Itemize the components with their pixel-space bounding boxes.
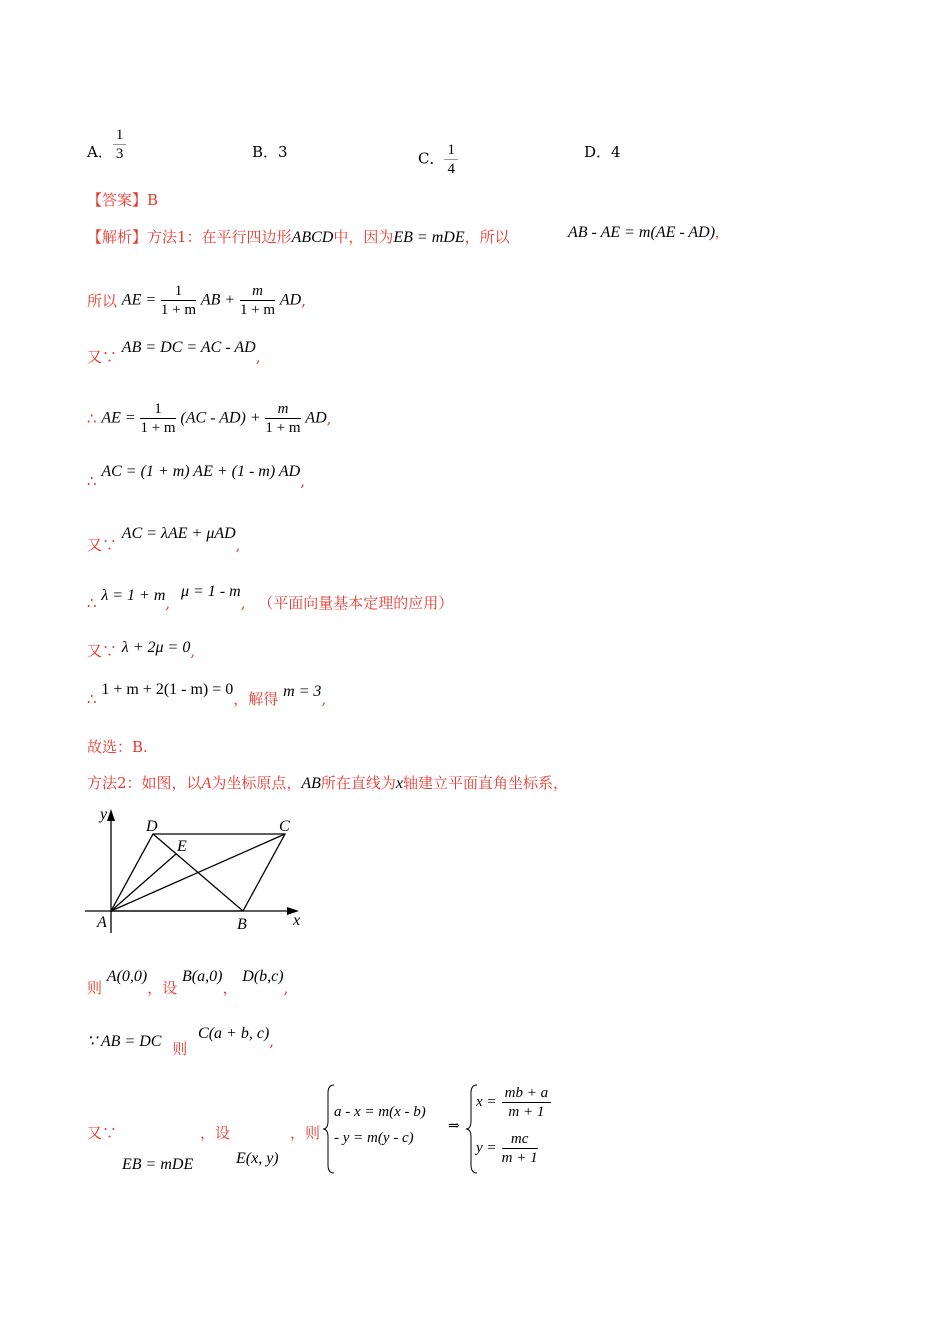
coord-e: E(x, y) bbox=[236, 1150, 279, 1167]
label-y: y bbox=[100, 806, 108, 823]
parallelogram-figure bbox=[85, 803, 315, 938]
solution-y: y = $\frac{mc}{m + 1}$ bbox=[476, 1131, 538, 1166]
solution-line-1: 【解析】方法1：在平行四边形ABCD中，因为EB = mDE，所以 bbox=[87, 228, 510, 246]
fraction: $\frac{1}{3}$ bbox=[113, 126, 127, 163]
method-2: 方法2：如图，以A为坐标原点，AB所在直线为x轴建立平面直角坐标系， bbox=[87, 774, 569, 792]
solution-line-3: 又∵ AB = DC = AC - AD, bbox=[87, 339, 261, 366]
solution-line-9: ∴ 1 + m + 2(1 - m) = 0，解得 m = 3, bbox=[87, 681, 327, 708]
system-line-2: - y = m(y - c) bbox=[334, 1130, 414, 1146]
y-axis-arrow bbox=[107, 809, 115, 821]
fraction: $\frac{m}{1 + m}$ bbox=[265, 401, 301, 436]
fraction: $\frac{mb + a}{m + 1}$ bbox=[502, 1084, 551, 1121]
equation-1: AB - AE = m(AE - AD), bbox=[568, 224, 720, 241]
fraction: $\frac{1}{1 + m}$ bbox=[160, 283, 197, 318]
solution-line-5: ∴ AC = (1 + m) AE + (1 - m) AD, bbox=[87, 463, 305, 490]
system-line-1: a - x = m(x - b) bbox=[334, 1104, 426, 1120]
segment-ae bbox=[111, 854, 176, 911]
fraction: $\frac{1}{4}$ bbox=[444, 141, 458, 178]
diagonal-db bbox=[153, 834, 243, 911]
conclusion: 故选：B. bbox=[87, 738, 148, 756]
label-a: A bbox=[97, 914, 107, 931]
label-c: C bbox=[279, 818, 290, 835]
set-e: ，设 bbox=[200, 1124, 231, 1142]
solution-line-7: ∴ λ = 1 + m, μ = 1 - m, （平面向量基本定理的应用） bbox=[87, 583, 454, 612]
option-b: B．3 bbox=[252, 143, 288, 161]
label-d: D bbox=[146, 818, 158, 835]
label-x: x bbox=[293, 912, 301, 929]
solution-line-6: 又∵ AC = λAE + μAD, bbox=[87, 525, 241, 554]
label-b: B bbox=[237, 916, 247, 933]
solution-line-2: 所以 AE = $\frac{1}{1 + m}$ AB + $\frac{m}{1 + m}$ AD, bbox=[87, 283, 306, 318]
solution-x: x = $\frac{mb + a}{m + 1}$ bbox=[476, 1084, 551, 1121]
option-d: D．4 bbox=[584, 143, 621, 161]
fraction: $\frac{m}{1 + m}$ bbox=[239, 283, 276, 318]
label-e: E bbox=[177, 838, 187, 855]
answer: 【答案】B bbox=[87, 191, 159, 209]
then-e: ，则 bbox=[290, 1124, 321, 1142]
eb-eq-mde: EB = mDE bbox=[122, 1156, 194, 1173]
e-line-label: 又∵ bbox=[87, 1124, 118, 1142]
solution-line-4: ∴ AE = $\frac{1}{1 + m}$ (AC - AD) + $\frac{m}{1 + m}$ AD, bbox=[87, 401, 332, 436]
fraction: $\frac{mc}{m + 1}$ bbox=[501, 1131, 538, 1166]
implies-arrow: ⇒ bbox=[448, 1118, 460, 1134]
left-brace bbox=[320, 1083, 340, 1175]
coordinates-line: 则 A(0,0)，设 B(a,0)， D(b,c), bbox=[87, 968, 289, 997]
option-a: A． $\frac{1}{3}$ bbox=[87, 141, 126, 163]
option-c: C． $\frac{1}{4}$ bbox=[418, 141, 458, 178]
c-coordinate-line: ∵ AB = DC 则 C(a + b, c), bbox=[87, 1025, 275, 1058]
solution-line-8: 又∵ λ + 2μ = 0, bbox=[87, 639, 196, 660]
fraction: $\frac{1}{1 + m}$ bbox=[140, 401, 176, 436]
